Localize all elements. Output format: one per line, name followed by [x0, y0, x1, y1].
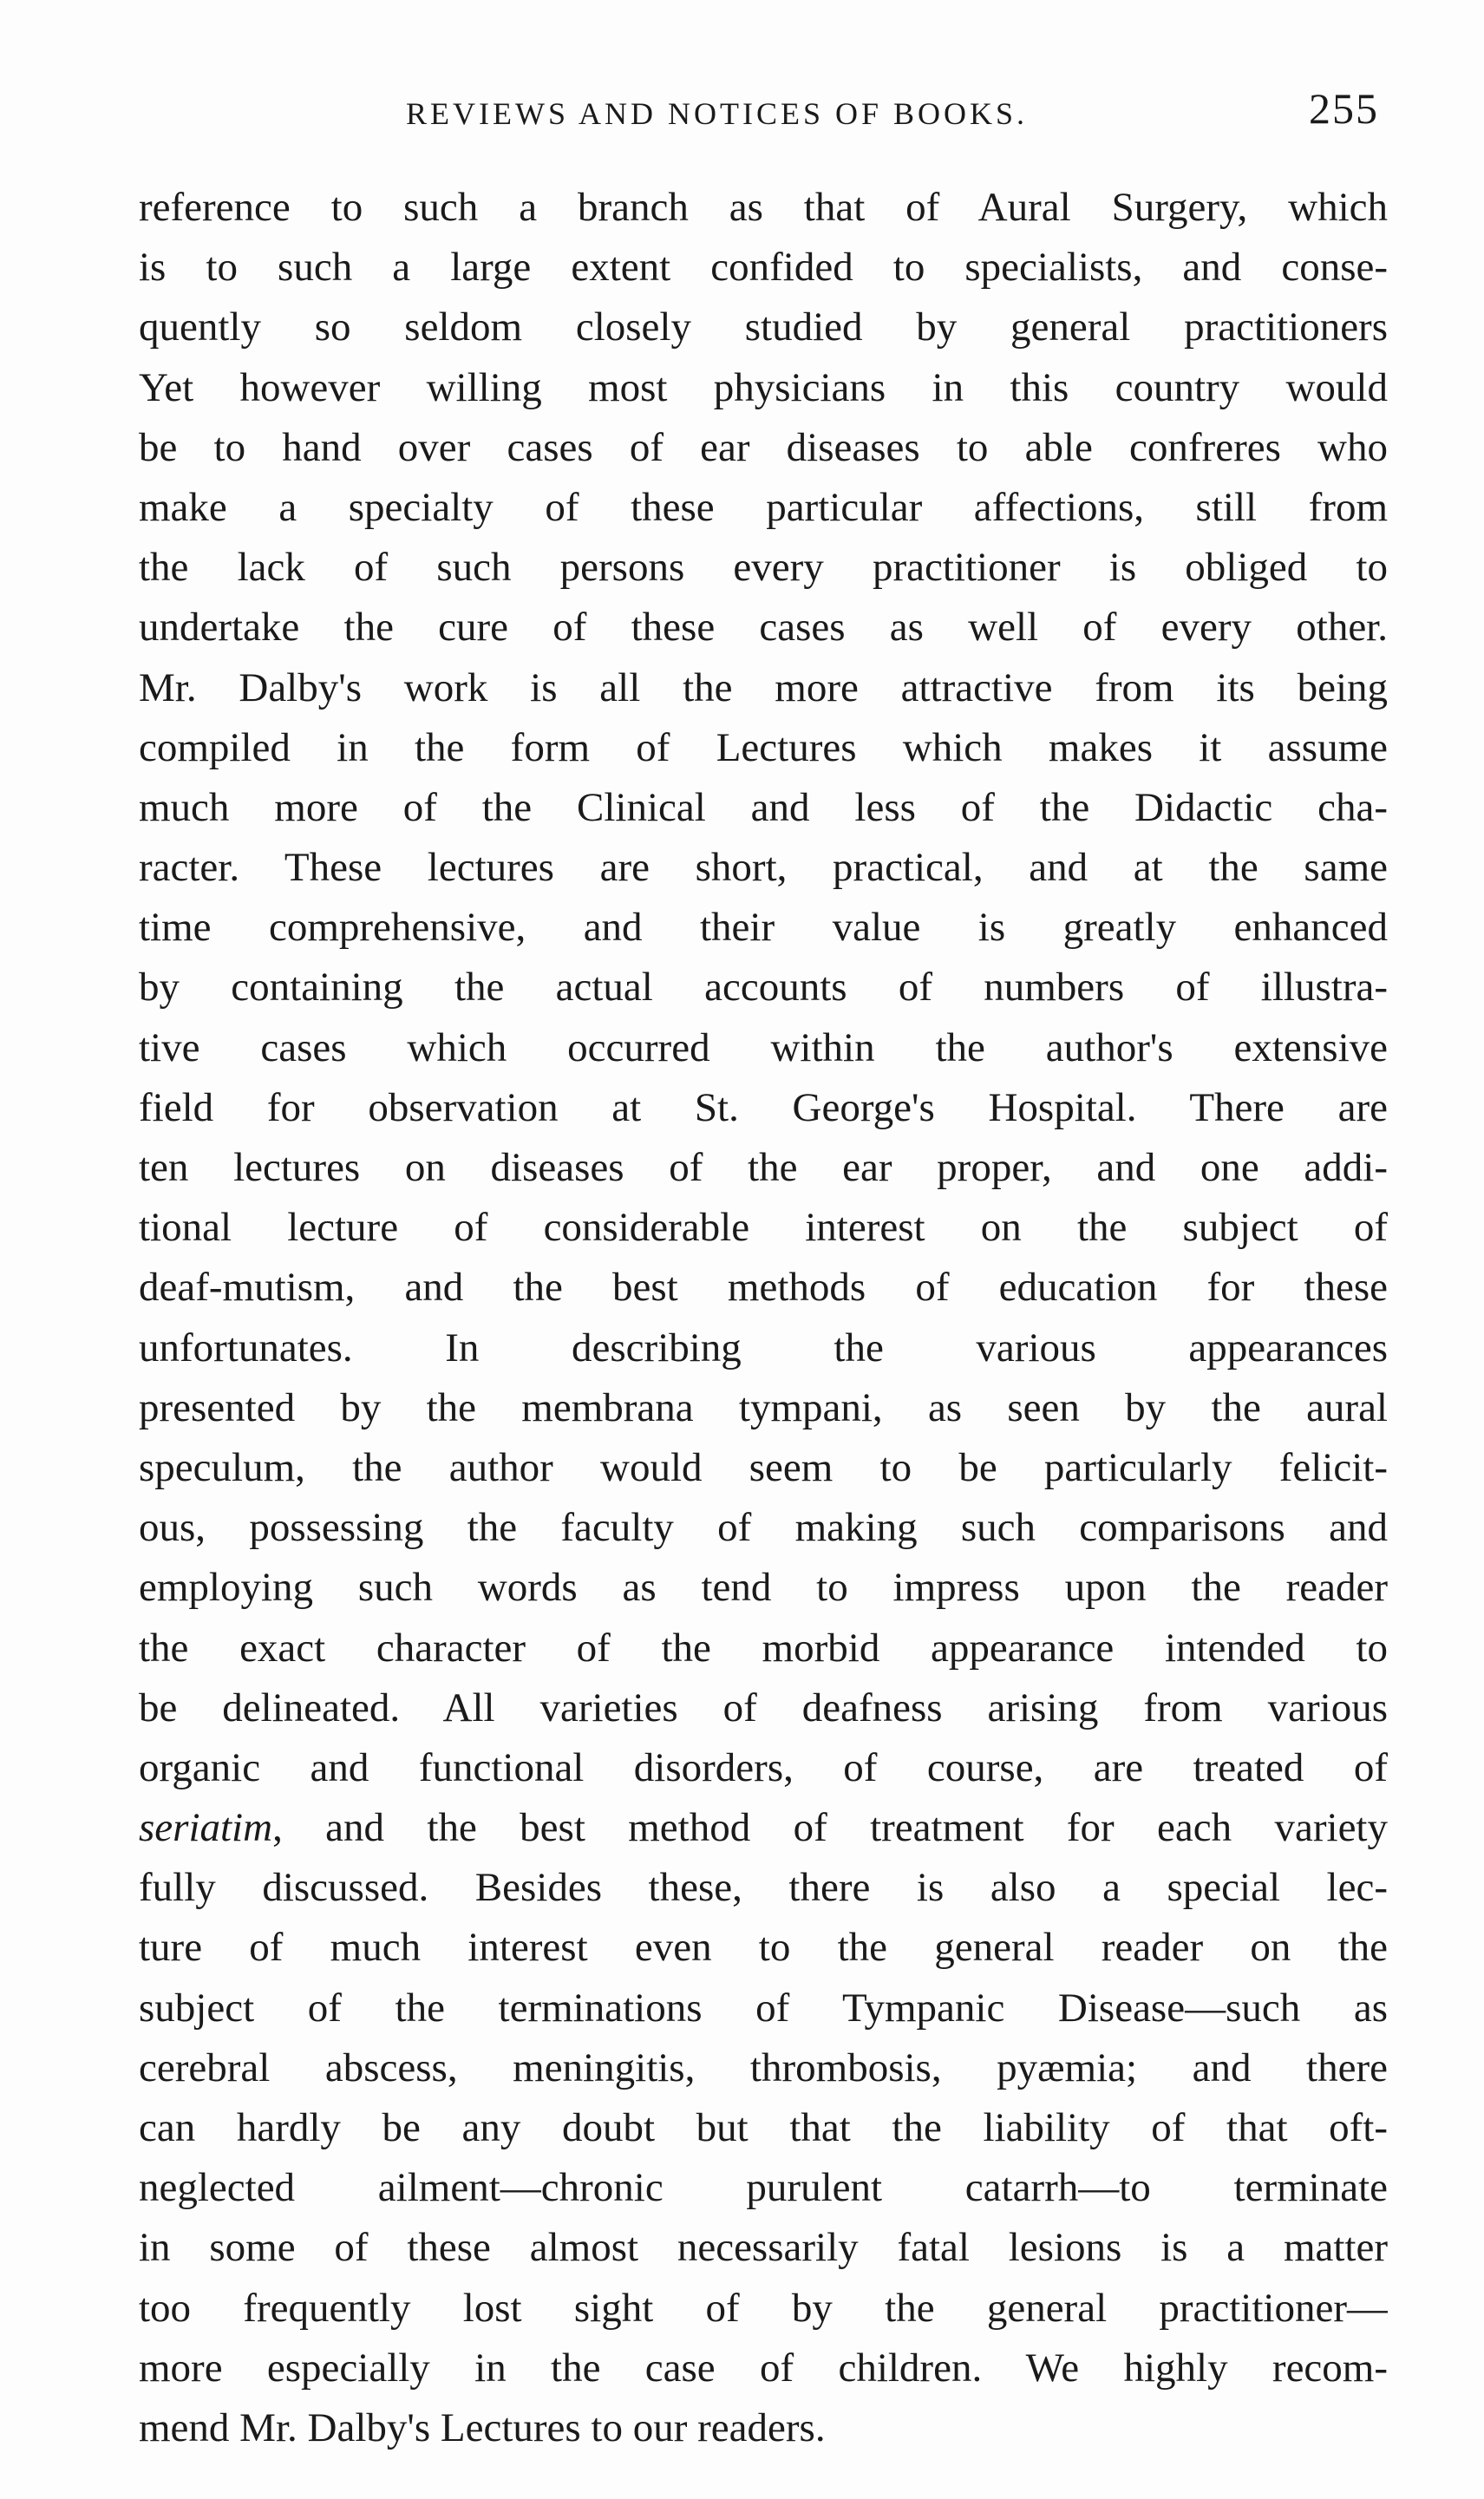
text-line: employing such words as tend to impress upon the reader	[139, 1565, 1388, 1611]
italic-term: seriatim	[139, 1805, 273, 1851]
text-line: quently so seldom closely studied by general practitioners	[139, 304, 1388, 350]
text-line: deaf-mutism, and the best methods of education for these	[139, 1265, 1388, 1311]
text-line: speculum, the author would seem to be particularly felicit-	[139, 1444, 1388, 1490]
text-line-remainder: , and the best method of treatment for each variety	[272, 1805, 1388, 1851]
text-line: can hardly be any doubt but that the liability of that oft-	[139, 2105, 1388, 2150]
running-header	[139, 80, 1388, 141]
text-line: much more of the Clinical and less of the Didactic cha-	[139, 784, 1388, 830]
text-line: tional lecture of considerable interest on the subject of	[139, 1205, 1388, 1251]
text-line: field for observation at St. George's Hospital. There are	[139, 1084, 1388, 1130]
text-line: compiled in the form of Lectures which makes it assume	[139, 724, 1388, 770]
text-line: neglected ailment—chronic purulent catarrh—to terminate	[139, 2165, 1388, 2211]
text-line: undertake the cure of these cases as well of every other.	[139, 605, 1388, 651]
text-line: subject of the terminations of Tympanic Disease—such as	[139, 1985, 1388, 2031]
text-line: time comprehensive, and their value is greatly enhanced	[139, 905, 1388, 951]
text-line: by containing the actual accounts of numbers of illustra-	[139, 965, 1388, 1011]
text-line: make a specialty of these particular affections, still from	[139, 484, 1388, 530]
text-line: Mr. Dalby's work is all the more attractive from its being	[139, 664, 1388, 710]
text-line: be to hand over cases of ear diseases to able confreres who	[139, 424, 1388, 470]
text-line: in some of these almost necessarily fatal lesions is a matter	[139, 2225, 1388, 2271]
text-line: ous, possessing the faculty of making such comparisons and	[139, 1505, 1388, 1551]
text-line-with-italic	[139, 1798, 1388, 1858]
text-line: ture of much interest even to the general reader on the	[139, 1925, 1388, 1971]
text-line: be delineated. All varieties of deafness arising from various	[139, 1685, 1388, 1730]
text-line: ten lectures on diseases of the ear proper, and one addi-	[139, 1145, 1388, 1190]
page-number: 255	[1309, 84, 1379, 133]
text-line: presented by the membrana tympani, as seen by the aural	[139, 1384, 1388, 1430]
text-line: is to such a large extent confided to specialists, and conse-	[139, 245, 1388, 291]
text-line: racter. These lectures are short, practical, and at the same	[139, 845, 1388, 891]
text-line: cerebral abscess, meningitis, thrombosis, pyæmia; and there	[139, 2044, 1388, 2090]
text-line: too frequently lost sight of by the general practitioner—	[139, 2285, 1388, 2331]
text-line: the exact character of the morbid appearance intended to	[139, 1625, 1388, 1671]
text-line: reference to such a branch as that of Aural Surgery, which	[139, 185, 1388, 230]
text-line: organic and functional disorders, of course, are treated of	[139, 1744, 1388, 1790]
text-line: more especially in the case of children. We highly recom-	[139, 2345, 1388, 2391]
text-line: tive cases which occurred within the author's extensive	[139, 1024, 1388, 1070]
text-line: mend Mr. Dalby's Lectures to our readers.	[139, 2404, 826, 2450]
text-line: Yet however willing most physicians in this country would	[139, 364, 1388, 410]
review-text	[139, 178, 1388, 2458]
text-line: unfortunates. In describing the various appearances	[139, 1325, 1388, 1371]
text-line: the lack of such persons every practitioner is obliged to	[139, 545, 1388, 591]
text-line: fully discussed. Besides these, there is also a special lec-	[139, 1865, 1388, 1911]
running-title: REVIEWS AND NOTICES OF BOOKS.	[406, 96, 1029, 131]
